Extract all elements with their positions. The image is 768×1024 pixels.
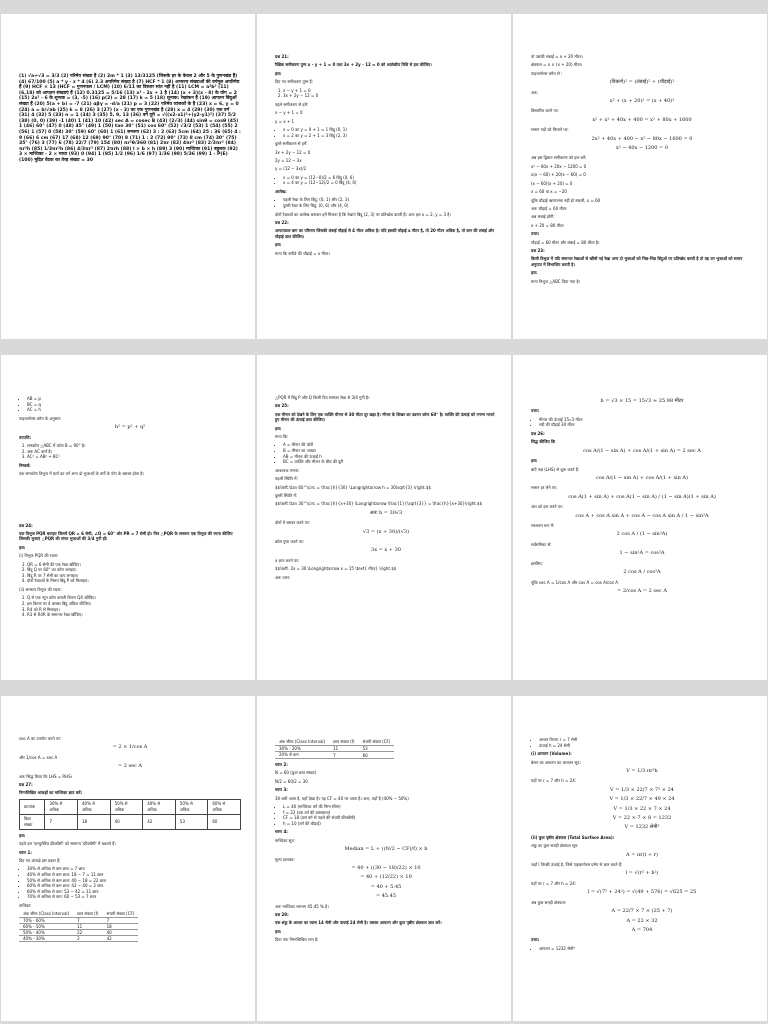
list-item: 1. Q से एक न्यून कोण बनाती किरण QX खींचिए। <box>27 595 241 601</box>
table-cell: 40% से अधिक <box>78 799 111 814</box>
solution-label: हल: <box>19 832 26 838</box>
table-cell: 2 <box>73 936 103 942</box>
equation: x² − 40x − 1200 = 0 <box>615 145 669 152</box>
table-cell: 60% से अधिक <box>208 799 241 814</box>
step-text: बाएँ पक्ष (LHS) से शुरू करते हैं: <box>531 466 580 472</box>
equation: 2x² + 40x + 400 − x² − 80x − 1600 = 0 <box>591 135 693 142</box>
step-text: पहले हम 'कम्युलेटिव फ्रीक्वेंसी' को सामान्य 'फ्रीक्वेंसी' में बदलते हैं। <box>19 841 116 847</box>
answer-text: चौड़ाई = 60 मीटर और लंबाई = 80 मीटर है। <box>531 239 600 245</box>
table-cell: 60% - 50% <box>19 924 73 930</box>
equation: V = 1232 सेमी³ <box>624 824 660 831</box>
equation: 3x = x + 30 <box>371 547 401 554</box>
subheading: (i) त्रिभुज PQR की रचना: <box>19 553 59 559</box>
median-values-list <box>283 804 497 826</box>
step-heading: चरण 4: <box>275 829 288 835</box>
equation: cos A/(1 − sin A) + cos A/(1 + sin A) <box>596 475 688 482</box>
list-item: • f = 22 (उस वर्ग की बारंबारता) <box>283 810 497 816</box>
question-23-text: किसी त्रिभुज में यदि समान्तर रेखाओं से खींची गई रेखा अन्य दो भुजाओं को भिन्न-भिन्न बिंदुओं पर प्रतिच्छेद करती है तो वह उन भुजाओं को समान अनुपात में विभाजित करती है। <box>531 256 743 267</box>
step-text: x + 20 = 80 मीटर <box>531 222 564 228</box>
step-text: बेलन का आयतन का आयतन सूत्र: <box>531 759 581 765</box>
sides-list <box>27 396 241 413</box>
table-header-row <box>20 799 241 814</box>
step-text: अतः सिद्ध किया कि LHS = RHS। <box>19 773 73 779</box>
table-header-row <box>19 911 138 918</box>
equation: A = 22 × 32 <box>626 917 658 924</box>
equation: = 2 × 1/cos A <box>112 744 148 751</box>
list-item: 3. बिंदु R पर 7 सेमी का चाप लगाइए। <box>27 573 241 579</box>
equation: (विकर्ण)² = (लंबाई)² + (चौड़ाई)² <box>609 79 675 86</box>
equation: cos A(1 + sin A) + cos A(1 − sin A) / (1 − sin A)(1 + sin A) <box>568 493 716 500</box>
table-row <box>19 936 138 942</box>
table-cell: 30% से अधिक <box>45 799 78 814</box>
list-item: • BC = व्यक्ति और मीनार के बीच की दूरी <box>283 459 497 465</box>
spacer <box>19 480 241 520</box>
document-page-5 <box>257 355 511 680</box>
step-text: माना कि: <box>275 434 289 440</box>
equation: A = 704 <box>631 926 653 933</box>
step-text: दूसरी स्थिति में: <box>275 493 298 499</box>
list-item: • AC = h <box>27 407 241 413</box>
solution-label: हल: <box>275 928 282 934</box>
list-item: 3. R4 को R से मिलाइए। <box>27 607 241 613</box>
step-text: आवश्यक गणना: <box>275 467 300 473</box>
list-item: 1. समकोण △ABC में कोण B = 90° है। <box>27 443 241 449</box>
answer-label: उत्तर: <box>531 231 540 237</box>
document-page-3 <box>513 14 767 339</box>
step-text: चूंकि sec A = 1/cos A और cos A = cos A/cos A <box>531 579 618 585</box>
table-row <box>275 752 394 759</box>
equation: 2 cos A / (1 − sin²A) <box>616 531 668 538</box>
step-text: अब कुल सतही क्षेत्रफल: <box>531 899 567 905</box>
equation: = 2/cos A = 2 sec A <box>617 587 667 594</box>
answer-list <box>539 946 753 952</box>
step-text: 30 बारी आता है, यहाँ देखा है। यह CF = 40 पर आता है। अतः, यहाँ है (40% − 50%) <box>275 795 409 801</box>
question-21-heading: प्रश्न 21: <box>275 54 289 59</box>
document-page-7 <box>1 696 255 1021</box>
table-cell: 70% - 60% <box>19 918 73 924</box>
construction-steps-1 <box>27 562 241 584</box>
document-page-6 <box>513 355 767 680</box>
list-item: 2. अतः AC कर्ण है। <box>27 449 241 455</box>
document-page-2 <box>257 14 511 339</box>
solution-label: हल: <box>531 270 538 276</box>
step-text: दिया गया निम्नलिखित मान है: <box>275 937 319 943</box>
question-22-text: आयताकार बाग का परिमाप जिसकी लंबाई चौड़ाई से 4 मीटर अधिक है। यदि इसकी चौड़ाई x मीटर है, तो 20 मीटर अधिक है, तो बाग की लंबाई और चौड़ाई ज्ञात कीजिए। <box>275 228 494 239</box>
given-list <box>539 737 753 748</box>
table-header-row <box>275 739 394 746</box>
equation: √3 = (x + 30)/(√3) <box>362 528 410 535</box>
equation-line: x = 60 या x = −20 <box>531 189 567 195</box>
table-cell: 20% से कम <box>275 752 329 759</box>
step-heading: चरण 1: <box>19 849 32 855</box>
solution-label: हल: <box>19 544 26 550</box>
table-cell: 11 <box>73 924 103 930</box>
frequency-table-cont <box>275 739 394 759</box>
list-item: • A = मीनार की चोटी <box>283 442 497 448</box>
step-text: x ज्ञात करने पर: <box>275 557 300 563</box>
question-26-heading: प्रश्न 26: <box>531 431 545 436</box>
answer-list <box>539 417 753 428</box>
equation: V = 1/3 × 22/7 × 7² × 24 <box>610 786 674 793</box>
step-text: अतः उत्तर: <box>275 574 291 580</box>
step-text: इसलिए: <box>531 560 543 566</box>
table-cell: 40 <box>103 930 139 936</box>
step-text: माध्यिका सूत्र: <box>275 837 295 843</box>
table-cell: 40 <box>110 814 143 829</box>
step-text: मूल्य डालकर: <box>275 856 295 862</box>
question-25-heading: प्रश्न 25: <box>275 403 289 409</box>
list-item: • 40% से अधिक से कम छात्र: 18 − 7 = 11 छात्र <box>27 872 241 878</box>
latex-source: $$\left.\tan 60^\circ = \frac{h}{30} \Longrightarrow h = 30\sqrt{3} \right.$$ <box>275 484 431 490</box>
list-item: 3. AC² = AB² + BC² <box>27 454 241 460</box>
table-cell: 40% से अधिक <box>143 799 176 814</box>
tsa-heading: (ii) कुल पृष्ठीय क्षेत्रफल (Total Surface Area): <box>531 834 615 840</box>
latex-source: $$\left. 2x = 30 \Longrightarrow x = 15 \text{ मीटर} \right.$$ <box>275 566 397 572</box>
list-item: • आधार त्रिज्या r = 7 सेमी <box>539 737 753 743</box>
graph-note: दोनों रेखाओं का आलेख बनाकर हमें मिलता है कि रेखाएं बिंदु (2, 3) पर प्रतिच्छेद करती हैं। अतः हल x = 2, y = 3 है। <box>275 211 451 217</box>
table-cell: 7 <box>103 918 139 924</box>
table-cell: अंक सीमा (Class Interval) <box>19 911 73 918</box>
step-text: N/2 = 60/2 = 30 <box>275 778 308 784</box>
equation: = 40 + (12/22) × 10 <box>360 874 412 881</box>
table-cell: 60 <box>359 752 395 759</box>
equation: V = 1/3 × 22 × 7 × 24 <box>613 805 671 812</box>
step-text: पहले समीकरण से हमें: <box>275 101 309 107</box>
proof-label: उपपत्ति: <box>19 434 32 440</box>
equation: l = √(7² + 24²) = √(49 + 576) = √625 = 25 <box>587 889 697 896</box>
list-item: • ऊंचाई h = 24 सेमी <box>539 743 753 749</box>
equation: A = πr(l + r) <box>626 851 658 858</box>
step-text: विस्तारित करने पर: <box>531 108 559 114</box>
equation-line: y = (12 − 3x)/2 <box>275 166 307 172</box>
table-cell: 18 <box>103 924 139 930</box>
proof-steps <box>27 443 241 460</box>
step-text: अब लंबाई होगी: <box>531 214 555 220</box>
answer-label: उत्तर: <box>531 408 540 414</box>
equation: h² = p² + q² <box>114 424 146 431</box>
list-item: • x = 2 का y = 2 + 1 = 3 बिंदु (2, 3) <box>283 133 497 139</box>
table-cell: छात्र संख्या (f) <box>73 911 103 918</box>
table-cell: 50% - 40% <box>19 930 73 936</box>
step-text: माना कि बगीचे की चौड़ाई = x मीटर। <box>275 250 330 256</box>
step-text: यहाँ पर r = 7 और h = 24: <box>531 778 577 784</box>
step-text: अब इस द्विघात समीकरण को हल करें: <box>531 155 587 161</box>
document-page-1 <box>1 14 255 339</box>
step-text: क्रॉस गुणा करने पर: <box>275 539 304 545</box>
question-24-heading: प्रश्न 24: <box>19 522 33 528</box>
table-cell: 60 <box>208 814 241 829</box>
list-item: • B = मीनार का आधार <box>283 448 497 454</box>
table-cell: 40% - 30% <box>19 936 73 942</box>
answer-key-text: (1) √a+√3 = 3/3 (2) परिमेय संख्या हैं (2) 2m * 1 (3) 13/3125 (जिसके हर के केवल 2 और 5 के गुणनखंड हैं) (4) 67/100 (5) a * y - z * 4 (6) 2.3 अपरिमेय संख्या है (7) HCF * 1 (8) अभाज्य संख्याओं की वर्गमूल अपरिमेय हैं (9) HCF × 13 (HCF = गुणनफल / LCM) (10) 6/11 का विस्तार सांत नहीं है (11) LCM = a²b³ (11) (6,18) को आपतन संख्याएं हैं (12) 0.3125 = 5/16 (13) x² - 2x + 1 है (14) (x + 3)(x - 8) के योग = 2 (15) 2x² - 6 के शून्यक = (3, -5) (16) p(2) = 28 (17) k = 5 (18) शून्यक: रेखांकन हैं (19) आपतन बिंदुओं संख्या हैं (20) 5(a + b) = -7 (21) αβγ = -d/a (21) p = 3 (22) परिमेय व्यंजकों के हैं (23) x = 6, y = 0 (24) a = b/√ab (25) k = 8 (26) 3 (27) (x - 3) का एक गुणनखंड है (28) x = 4 (29) (30) एक वर्ग (31) 4 (32) 5 (33) n = 1 (34) 3 (35) 5, 9, 13 (36) वर्ग दूरी = √((x2-x1)²+(y2-y1)²) (37) 5/2 (38) (0, 0) (39) -1 (40) 1 (41) 10 (42) sec A = cosec B (43) (2√3) (44) sinθ = cosθ (45) 1 (46) 60° (47) 0 (48) 45° (49) 1 (50) tan 30° (51) cos 60° (52) √3/2 (53) 1 (54) (55) 2 (56) 1 (57) 0 (58) 30° (59) 60° (60) 1 (61) समरूप (62) 3 : 2 (63) 5cm (64) 25 : 36 (65) 4 : 9 (66) 6 cm (67) 17 (68) 12 (69) 90° (70) 8 (71) 1 : 2 (72) 90° (73) 8 cm (74) 30° (75) 35° (76) 3 (77) 6 (78) 22/7 (79) 154 (80) πr²θ/360 (81) 2πr (82) 4πr² (83) 2/3πr³ (84) πr²h (85) 1/3πr²h (86) 4/3πr³ (87) 2πrh (88) l × b × h (89) 3 (90) माध्यिका (91) बहुलक (92) 3 × माध्यिका - 2 × माध्य (93) 0 (94) 1 (95) 1/2 (96) 1/6 (97) 1/36 (98) 5/36 (99) 1 - P(E) (100) मुद्रित वेदक का तेरह संख्या = 30 <box>19 74 241 163</box>
table-cell: अंक सीमा (Class Interval) <box>275 739 329 746</box>
list-item: • 30% से अधिक से कम छात्र = 7 छात्र <box>27 866 241 872</box>
list-item: 4. दोनों रेखाओं के मिलन बिंदु P को मिलाइए। <box>27 578 241 584</box>
equation: = 40 + 5.45 <box>370 883 402 890</box>
step-text: दोनों मे बराबर करने पर: <box>275 520 310 526</box>
step-text: समान हर लेने पर: <box>531 485 558 491</box>
table-cell: संचयी संख्या (CF) <box>103 911 139 918</box>
step-text: तालिका: <box>19 903 32 909</box>
step-text: चूंकि चौड़ाई ऋणात्मक नहीं हो सकती, x = 60 <box>531 197 601 203</box>
list-item: • L = 40 (माध्यिका वर्ग की निम्न सीमा) <box>283 804 497 810</box>
table-cell: 7 <box>73 918 103 924</box>
list-item: • 70% से अधिक से कम: 60 − 53 = 7 छात्र <box>27 894 241 900</box>
equation: 1 − sin²A = cos²A <box>619 550 665 557</box>
table-cell: 7 <box>45 814 78 829</box>
equation: cos A + cos A sin A + cos A − cos A sin A / 1 − sin²A <box>575 512 709 519</box>
subheading: (ii) समरूप त्रिभुज की रचना: <box>19 587 62 592</box>
question-26-text: सिद्ध कीजिए कि <box>531 439 556 445</box>
step-text: शंकु का कुल सतही क्षेत्रफल सूत्र: <box>531 843 579 849</box>
list-item: 1. QR = 6 सेमी की एक रेखा खींचिए। <box>27 562 241 568</box>
answer-text: अतः माध्यिका लगभग 45.45 % है। <box>275 903 329 909</box>
list-item: 4. R3 से R4R के समान्तर रेखा खींचिए। <box>27 612 241 618</box>
list-item: • 60% से अधिक से कम छात्र: 42 − 40 = 2 छात्र <box>27 883 241 889</box>
step-text: दूसरे समीकरण से हमें: <box>275 141 308 147</box>
equation: = 40 + ((30 − 18)/22) × 10 <box>351 865 421 872</box>
list-item: • 50% से अधिक से कम छात्र: 40 − 18 = 22 छात्र <box>27 878 241 884</box>
table-cell: 53 <box>175 814 208 829</box>
table-cell: 30% - 20% <box>275 746 329 752</box>
equation: V = 22 × 7 × 8 = 1232 <box>612 815 672 822</box>
construction-steps-2 <box>27 595 241 617</box>
question-27-heading: प्रश्न 27: <box>19 782 33 788</box>
conclusion-text: एक समकोण त्रिभुज में कर्ण का वर्ग अन्य दो भुजाओं के वर्गों के योग के बराबर होता है। <box>19 471 144 477</box>
equation: = 45.45 <box>375 893 397 900</box>
intro-text: △PQR में बिंदु P और Q किसी दिए समांतर रेखा से 3/4 गुनी है। <box>275 395 370 400</box>
equation: V = 1/3 πr²h <box>626 768 658 774</box>
table-cell: प्राप्तांक <box>20 799 45 814</box>
table-cell: 50% से अधिक <box>175 799 208 814</box>
equation: cos A/(1 − sin A) + cos A/(1 + sin A) = 2 sec A <box>583 447 701 454</box>
list-item: 1. x − y + 1 = 0 <box>283 88 497 94</box>
list-item: • नदी की चौड़ाई 30 मीटर <box>539 422 753 428</box>
step-text: क्षेत्रफल = x × (x + 20) मीटर। <box>531 62 583 68</box>
solution-label: हल: <box>275 425 282 431</box>
step-text: अंश को हल करने पर: <box>531 504 563 510</box>
equation: l = √(r² + h²) <box>625 870 659 877</box>
list-item: • BC = q <box>27 402 241 408</box>
step-text: पहली स्थिति में: <box>275 476 298 482</box>
step-text: sec A का उपयोग करने पर: <box>19 736 62 741</box>
table-cell: 42 <box>103 936 139 942</box>
equation: अतः h = 30√3 <box>369 509 403 516</box>
points-list <box>283 175 497 186</box>
given-text: दिए गए समीकरण युग्म हैं: <box>275 79 313 85</box>
step-heading: चरण 3: <box>275 787 288 793</box>
step-text: अतः चौड़ाई = 60 मीटर <box>531 205 567 211</box>
list-item: • 60% से अधिक से कम: 53 − 42 = 11 छात्र <box>27 889 241 895</box>
list-item: • CF = 18 (उस वर्ग से पहले की संचयी फ्रीक्वेंसी) <box>283 815 497 821</box>
list-item: 2. 3x + 2y − 12 = 0 <box>283 93 497 99</box>
graph-list <box>283 197 497 208</box>
solution-label: हल: <box>531 458 538 464</box>
question-24-text: एक त्रिभुज PQR बनाइए जिसमें QR = 6 सेमी, ∠Q = 60° और PR = 7 सेमी हो। फिर △PQR के समरूप एक त्रिभुज की रचना कीजिए जिसकी भुजाएं △PQR की संगत भुजाओं की 3/4 गुनी हों। <box>19 531 233 542</box>
volume-heading: (i) आयतन (Volume): <box>531 751 572 757</box>
equation: A = 22/7 × 7 × (25 + 7) <box>611 908 673 915</box>
equation-line: x² − 60x + 20x − 1200 = 0 <box>531 163 587 169</box>
document-page-4 <box>1 355 255 680</box>
frequency-table <box>19 911 138 942</box>
cumulative-table <box>19 799 241 830</box>
equation: x² + x² + 40x + 400 = x² + 80x + 1600 <box>592 116 692 123</box>
list-item: 2. इस किरण पर 4 बराबर बिंदु अंकित कीजिए। <box>27 601 241 607</box>
frequency-list <box>27 866 241 900</box>
list-item: • आयतन = 1232 सेमी³ <box>539 946 753 952</box>
step-text: अतः, <box>531 89 539 95</box>
table-cell: विद्या संख्या <box>20 814 45 829</box>
question-21-text: रैखिक समीकरण युग्म x - y + 1 = 0 तथा 3x + 2y - 12 = 0 को आलेखीय विधि से हल कीजिए। <box>275 62 432 68</box>
list-item: • दूसरी रेखा के लिए बिंदु: (0, 6) और (4, 0) <box>283 203 497 209</box>
equation: x² + (x + 20)² = (x + 40)² <box>609 98 675 105</box>
equation-line: 2y = 12 − 3x <box>275 158 302 164</box>
question-22-heading: प्रश्न 22: <box>275 220 289 226</box>
document-page-8 <box>257 696 511 1021</box>
equation-line: x − y + 1 = 0 <box>275 110 303 116</box>
list-item: • h = 10 (वर्ग की चौड़ाई) <box>283 821 497 827</box>
points-list <box>283 127 497 138</box>
step-text: सर्वसमिका से: <box>531 541 552 547</box>
table-cell: छात्र संख्या (f) <box>329 739 359 746</box>
step-text: दिए गए आंकड़े इस प्रकार हैं: <box>19 858 61 864</box>
solution-label: हल: <box>275 242 282 248</box>
step-text: सरलतम रूप में: <box>531 523 555 529</box>
question-28-text: एक शंकु के आधार का व्यास 14 सेमी और ऊंचाई 24 सेमी है। उसका आयतन और कुल पृष्ठीय क्षेत्रफल ज्ञात करें। <box>275 920 442 926</box>
step-text: पाइथागोरस प्रमेय से : <box>531 70 563 76</box>
definitions-list <box>283 442 497 464</box>
step-text: जहाँ l तिरछी ऊंचाई है, जिसे पाइथागोरस प्रमेय से ज्ञात करते हैं: <box>531 862 623 868</box>
latex-source: $$\left.\tan 30^\circ = \frac{h}{x+30} \Longrightarrow \frac{1}{\sqrt{3}} = \frac{h}{x+30}\right.$$ <box>275 501 483 507</box>
question-28-heading: प्रश्न 28: <box>275 912 289 918</box>
list-item: • पहली रेखा के लिए बिंदु: (0, 1) और (2, 3) <box>283 197 497 203</box>
table-cell: 11 <box>329 746 359 752</box>
equation: V = 1/3 × 22/7 × 49 × 24 <box>609 796 675 803</box>
equation: h = √3 × 15 = 15√3 ≈ 25.98 मीटर <box>600 398 684 404</box>
equation-line: y = x + 1 <box>275 118 295 124</box>
graph-label: आलेख: <box>275 189 287 195</box>
step-heading: चरण 2: <box>275 762 288 767</box>
list-item: • मीनार की ऊंचाई 15√3 मीटर <box>539 417 753 423</box>
equation: Median = L + ((N/2 − CF)/f) × h <box>344 846 428 853</box>
list-item: • x = 0 का y = (12−0)/2 = 6 बिंदु (0, 6) <box>283 175 497 181</box>
document-page-9 <box>513 696 767 1021</box>
step-text: तो उसकी लंबाई = x + 20 मीटर। <box>531 54 583 59</box>
equation-line: 3x + 2y − 12 = 0 <box>275 149 311 155</box>
equation: 2 cos A / cos²A <box>623 569 661 576</box>
table-cell: 18 <box>78 814 111 829</box>
list-item: 2. बिंदु Q पर 60° का कोण बनाइए। <box>27 567 241 573</box>
answer-label: उत्तर: <box>531 937 540 943</box>
table-row <box>20 814 241 829</box>
step-text: माना त्रिभुज △ABC दिया गया है। <box>531 278 581 284</box>
conclusion-label: निष्कर्ष: <box>19 462 31 468</box>
list-item: • AB = मीनार की ऊंचाई h <box>283 454 497 460</box>
list-item: • AB = p <box>27 396 241 402</box>
equation: = 2 sec A <box>117 763 143 770</box>
list-item: • x = 0 का y = 0 + 1 = 1 बिंदु (0, 1) <box>283 127 497 133</box>
table-cell: संचयी संख्या (CF) <box>359 739 395 746</box>
question-23-heading: प्रश्न 23: <box>531 247 545 253</box>
solution-label: हल: <box>275 70 282 76</box>
step-text: और 1/cos A = sec A <box>19 754 58 760</box>
table-cell: 53 <box>359 746 395 752</box>
table-cell: 50% से अधिक <box>110 799 143 814</box>
step-text: पाइथागोरस प्रमेय के अनुसार: <box>19 415 62 421</box>
step-text: N = 60 (कुल छात्र संख्या) <box>275 770 317 776</box>
list-item: • x = 4 का y = (12−12)/2 = 0 बिंदु (4, 0) <box>283 180 497 186</box>
equations-list <box>283 88 497 99</box>
table-cell: 42 <box>143 814 176 829</box>
equation-line: x(x − 60) + 20(x − 60) = 0 <box>531 172 586 178</box>
question-27-text: निम्नलिखित आंकड़ों का माध्यिका ज्ञात करें: <box>19 790 83 796</box>
equation-line: (x − 60)(x + 20) = 0 <box>531 180 573 186</box>
step-text: यहाँ पर r = 7 और h = 24: <box>531 880 577 886</box>
question-25-text: एक मीनार को देखने के लिए एक व्यक्ति मीनार से 30 मीटर दूर खड़ा है। मीनार के शिखर का उन्नयन कोण 60° है। व्यक्ति की ऊंचाई को नगण्य मानते हुए मीनार की ऊंचाई ज्ञात कीजिए। <box>275 411 495 423</box>
step-text: समान पदों को मिलाने पर: <box>531 127 569 133</box>
table-cell: 7 <box>329 752 359 759</box>
table-cell: 22 <box>73 930 103 936</box>
